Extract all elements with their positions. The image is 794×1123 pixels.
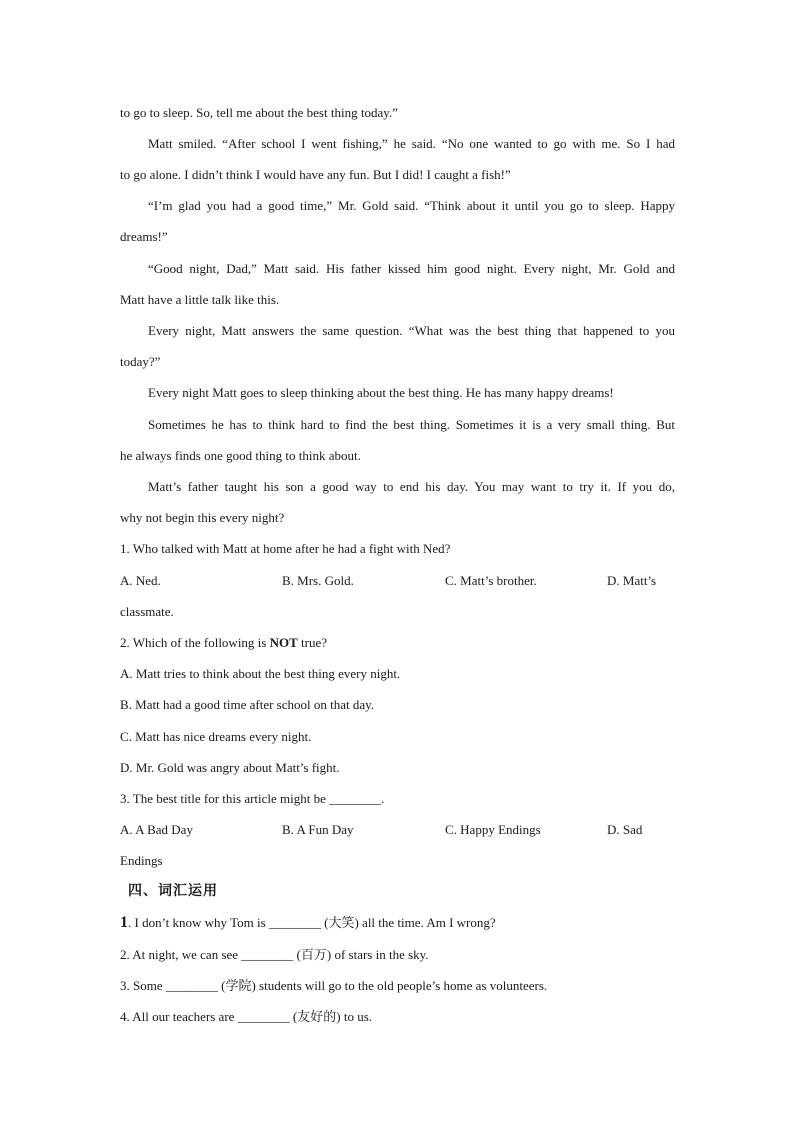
story-line: Every night Matt goes to sleep thinking about the best thing. He has many happy dreams! <box>148 385 614 400</box>
vocab-item-1 <box>120 915 675 931</box>
story-line: Every night, Matt answers the same question. “What was the best thing that happened to you <box>148 323 675 338</box>
story-line: to go alone. I didn’t think I would have any fun. But I did! I caught a fish!” <box>120 167 511 182</box>
question-2-option-d: D. Mr. Gold was angry about Matt’s fight. <box>120 760 340 775</box>
story-line: dreams!” <box>120 229 168 244</box>
question-3-option-c: C. Happy Endings <box>445 822 541 837</box>
vocab-item-2: 2. At night, we can see ________ (百万) of stars in the sky. <box>120 947 429 962</box>
story-line: “I’m glad you had a good time,” Mr. Gold said. “Think about it until you go to sleep. Happy <box>148 198 675 213</box>
question-3-stem: 3. The best title for this article might be ________. <box>120 791 385 806</box>
story-line: he always finds one good thing to think about. <box>120 448 361 463</box>
story-line: Matt have a little talk like this. <box>120 292 280 307</box>
question-3-option-b: B. A Fun Day <box>282 822 354 837</box>
question-2-stem-text: 2. Which of the following is <box>120 635 270 650</box>
question-1-option-a: A. Ned. <box>120 573 161 588</box>
question-2-option-b: B. Matt had a good time after school on that day. <box>120 697 375 712</box>
story-line: to go to sleep. So, tell me about the best thing today.” <box>120 105 398 120</box>
story-line: why not begin this every night? <box>120 510 285 525</box>
vocab-item-4: 4. All our teachers are ________ (友好的) to us. <box>120 1009 373 1024</box>
story-line: Matt smiled. “After school I went fishing,” he said. “No one wanted to go with me. So I had <box>148 136 675 151</box>
story-line: Sometimes he has to think hard to find the best thing. Sometimes it is a very small thing. But <box>148 417 675 432</box>
story-line: today?” <box>120 354 161 369</box>
question-3-option-d: D. Sad <box>607 822 643 837</box>
vocab-item-3: 3. Some ________ (学院) students will go to the old people’s home as volunteers. <box>120 978 548 993</box>
question-1-option-d: D. Matt’s <box>607 573 657 588</box>
question-2-stem-text-end: true? <box>297 635 328 650</box>
section-4-heading: 四、词汇运用 <box>128 883 218 899</box>
question-1-option-c: C. Matt’s brother. <box>445 573 537 588</box>
question-3-option-a: A. A Bad Day <box>120 822 193 837</box>
vocab-item-1-number: 1 <box>120 914 128 931</box>
question-1-option-d-continued: classmate. <box>120 604 174 619</box>
question-3-option-d-continued: Endings <box>120 853 163 868</box>
question-2-option-a: A. Matt tries to think about the best thing every night. <box>120 666 401 681</box>
question-2-stem-emphasis: NOT <box>269 635 298 650</box>
question-1-stem: 1. Who talked with Matt at home after he had a fight with Ned? <box>120 541 451 556</box>
story-line: “Good night, Dad,” Matt said. His father kissed him good night. Every night, Mr. Gold and <box>148 261 675 276</box>
vocab-item-1-text: . I don’t know why Tom is ________ (大笑) all the time. Am I wrong? <box>128 915 496 930</box>
question-2-option-c: C. Matt has nice dreams every night. <box>120 729 312 744</box>
story-line: Matt’s father taught his son a good way to end his day. You may want to try it. If you do, <box>148 479 675 494</box>
question-2-stem <box>120 635 675 651</box>
question-1-option-b: B. Mrs. Gold. <box>282 573 354 588</box>
